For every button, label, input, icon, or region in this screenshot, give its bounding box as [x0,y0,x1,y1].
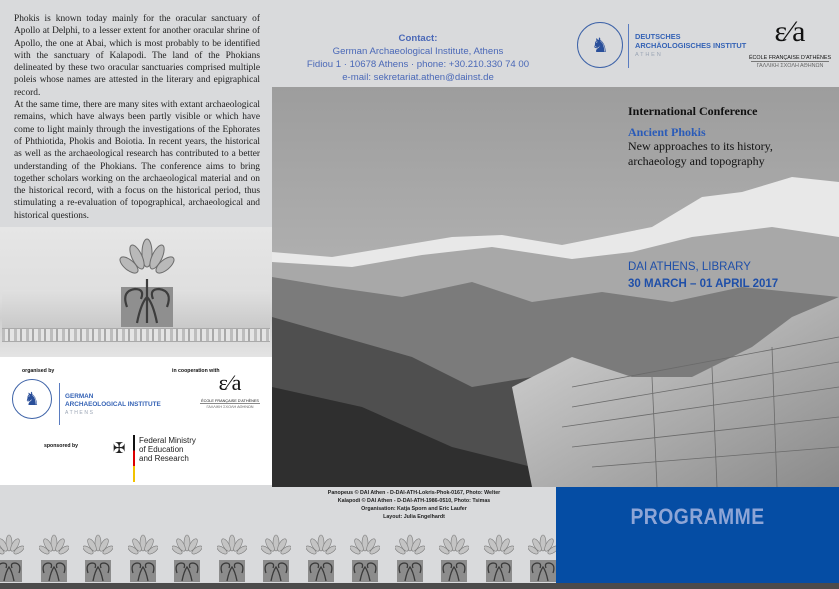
dai-header-logo-text: DEUTSCHES ARCHÄOLOGISCHES INSTITUT [635,32,747,50]
antefix-ornament-icon [350,533,380,583]
griffin-seal-icon: ♞ [12,379,52,419]
antefix-ornament-icon [484,533,514,583]
federal-eagle-icon: ✠ [112,440,126,457]
intro-paragraph-2: At the same time, there are many sites with extant archaeological remains, which have always been partly visible or which have come to light mainly through the investigations of the Ephorates of Phthiotida, Phokis and Boiotia. In recent years, the historical as well as the archaeological research has contributed to a better understanding of the Phokians. The conference aims to bring together scholars working on the archaeological material and on the historical record, with a focus on the historical period, thus stimulating a re-evaluation of topographical, archaeological and historical questions. [14,100,260,221]
logo-divider [628,24,629,68]
antefix-ornament-icon [439,533,469,583]
antefix-palmette-icon [115,235,179,327]
meander-frieze [2,328,270,342]
antefix-photo [0,227,272,357]
antefix-ornament-icon [306,533,336,583]
antefix-ornament-icon [217,533,247,583]
conference-subtitle-2: archaeology and topography [628,153,765,168]
conference-kind: International Conference [628,104,758,118]
antefix-ornament-icon [172,533,202,583]
antefix-ornament-icon [395,533,425,583]
antefix-ornament-icon [261,533,291,583]
programme-banner [556,487,839,583]
sponsored-by-label: sponsored by [44,443,79,449]
photo-credits [272,489,556,521]
bottom-strip [0,583,839,589]
logo-divider [59,383,60,425]
credit-line: Organisation: Katja Sporn and Eric Laufer [361,506,467,513]
efa-mark: ɛ⁄a [774,15,806,48]
antefix-ornament-icon [0,533,24,583]
contact-heading: Contact: [398,33,438,44]
dai-logo-city: ATHENS [65,410,95,416]
antefix-ornament-icon [528,533,556,583]
contact-institution: German Archaeological Institute, Athens [332,46,504,57]
programme-label: PROGRAMME [630,504,765,529]
dai-logo-text: GERMAN ARCHAEOLOGICAL INSTITUTE [65,393,161,408]
credit-line: Panopeus © DAI Athen - D-DAI-ATH-Lokris-Phok-0167, Photo: Welter [327,490,501,496]
credit-line: Kalapodi © DAI Athen - D-DAI-ATH-1986-0510, Photo: Tsimas [337,498,491,505]
credit-line: Layout: Julia Engelhardt [383,514,445,521]
organised-by-label: organised by [22,368,55,374]
conference-info [628,104,773,168]
dai-header-logo-city: ATHEN [635,52,663,58]
antefix-border [0,531,556,583]
antefix-ornament-icon [39,533,69,583]
venue-block [628,259,778,293]
intro-text [14,13,260,222]
contact-email[interactable]: e-mail: sekretariat.athen@dainst.de [342,72,494,83]
contact-block [282,32,554,84]
intro-paragraph-1: Phokis is known today mainly for the oracular sanctuary of Apollo at Delphi, to a lesser extent for another oracular shrine of Apollo, the one at Abai, which is most probably to be identified with the sanctuary of Kalapodi. The land of the Phokians delineated by these two oracular sanctuaries comprised multiple poleis whose names are attested in the literary and epigraphical record. [14,14,260,98]
german-flag-bar [133,435,135,482]
efa-header-logo: ɛ⁄a ÉCOLE FRANÇAISE D'ATHÈNES ΓΑΛΛΙΚΗ ΣΧΟΛΗ ΑΘΗΝΩΝ [748,15,832,69]
conference-title: Ancient Phokis [628,124,706,139]
efa-mark: ɛ⁄a [218,370,242,395]
conference-dates: 30 MARCH – 01 APRIL 2017 [628,278,779,290]
venue-name: DAI ATHENS, LIBRARY [628,261,751,273]
sponsors-panel [0,357,272,485]
antefix-ornament-icon [128,533,158,583]
efa-logo: ɛ⁄a ÉCOLE FRANÇAISE D'ATHÈNES ΓΑΛΛΙΚΗ ΣΧΟΛΗ ΑΘΗΝΩΝ [201,370,259,409]
cooperation-label: in cooperation with [172,368,220,374]
griffin-seal-icon: ♞ [577,22,623,68]
antefix-ornament-icon [83,533,113,583]
bmbf-logo-text: Federal Ministry of Education and Research [139,436,196,464]
contact-address: Fidiou 1 · 10678 Athens · phone: +30.210.330 74 00 [306,59,530,70]
conference-subtitle-1: New approaches to its history, [628,139,773,153]
